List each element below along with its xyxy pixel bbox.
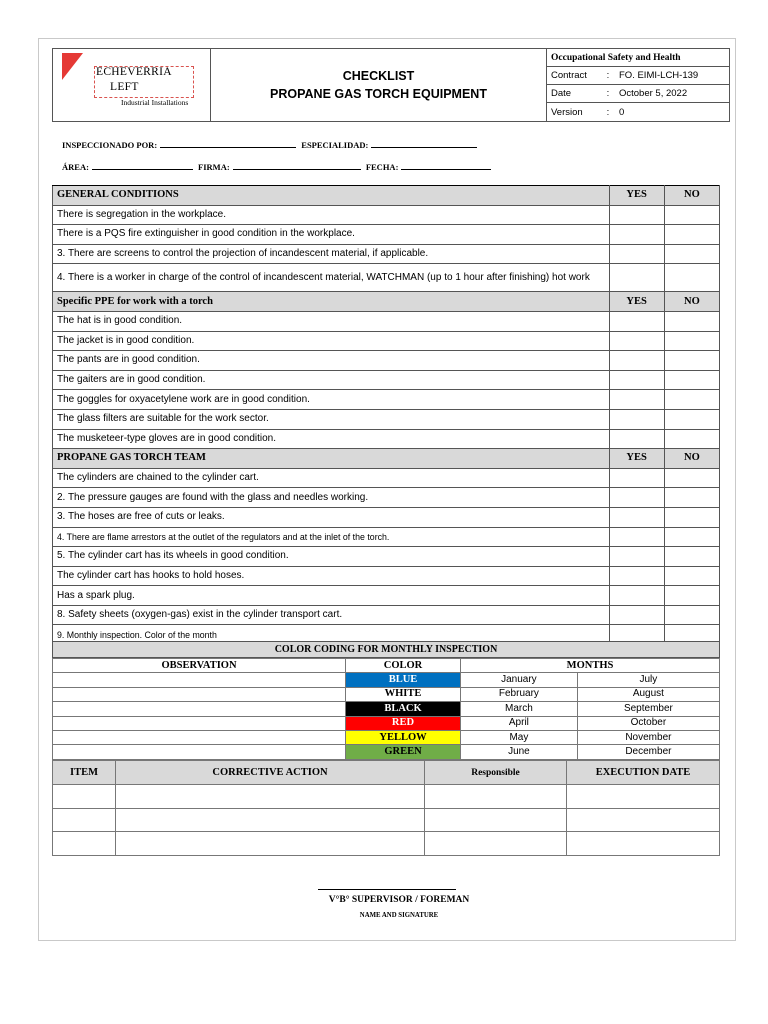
color-row [53,745,720,759]
month-cell: December [577,745,719,759]
checklist-row [53,527,720,547]
info-sep: : [606,70,610,81]
yes-cell[interactable] [609,429,664,449]
logo-triangle-icon [62,53,83,80]
info-row-version [547,103,729,121]
color-coding-title: COLOR CODING FOR MONTHLY INSPECTION [52,641,720,658]
corrective-row [53,808,720,832]
no-cell[interactable] [664,429,719,449]
checklist-item: 4. There are flame arrestors at the outlet of the regulators and at the inlet of the torch. [53,527,610,547]
month-cell: April [461,716,578,730]
corrective-row [53,785,720,809]
checklist-item: There is a PQS fire extinguisher in good condition in the workplace. [53,225,610,245]
checklist-row [53,390,720,410]
month-cell: October [577,716,719,730]
month-cell: March [461,702,578,716]
checklist-row [53,225,720,245]
title-line1: CHECKLIST [342,69,415,83]
no-cell[interactable] [664,468,719,488]
area-label: ÁREA: [62,162,89,172]
action-cell[interactable] [116,785,425,809]
checklist-item: Has a spark plug. [53,586,610,606]
month-cell: February [461,687,578,701]
color-swatch: BLACK [346,702,461,716]
no-cell[interactable] [664,244,719,264]
info-heading: Occupational Safety and Health [551,52,681,63]
info-heading-row [547,49,729,67]
yes-cell[interactable] [609,507,664,527]
checklist-item: The cylinder cart has hooks to hold hoses. [53,566,610,586]
checklist-item: 2. The pressure gauges are found with the glass and needles working. [53,488,610,508]
color-row [53,730,720,744]
no-cell[interactable] [664,331,719,351]
checklist-row [53,605,720,625]
checklist-item: The jacket is in good condition. [53,331,610,351]
no-cell[interactable] [664,225,719,245]
no-cell[interactable] [664,351,719,371]
checklist-row [53,351,720,371]
logo-line1: ECHEVERRIA [96,66,172,78]
section-header [53,186,720,206]
checklist-item: The glass filters are suitable for the work sector. [53,409,610,429]
color-swatch: GREEN [346,745,461,759]
color-coding-table [52,658,720,760]
checklist-item: The pants are in good condition. [53,351,610,371]
yes-cell[interactable] [609,488,664,508]
checklist-row [53,244,720,264]
observation-cell[interactable] [53,673,346,687]
no-cell[interactable] [664,264,719,292]
company-logo [53,49,211,121]
no-cell[interactable] [664,370,719,390]
responsible-cell[interactable] [425,832,567,856]
action-cell[interactable] [116,808,425,832]
title-line2: PROPANE GAS TORCH EQUIPMENT [270,87,487,101]
month-cell: January [461,673,578,687]
checklist-item: There is segregation in the workplace. [53,205,610,225]
section-title: GENERAL CONDITIONS [53,186,610,206]
checklist-row [53,370,720,390]
yes-cell[interactable] [609,331,664,351]
checklist-item: 9. Monthly inspection. Color of the month [53,625,610,645]
checklist-row [53,586,720,606]
action-header: CORRECTIVE ACTION [116,761,425,785]
date-cell[interactable] [567,785,720,809]
color-swatch: RED [346,716,461,730]
responsible-cell[interactable] [425,808,567,832]
yes-cell[interactable] [609,586,664,606]
checklist-item: 3. There are screens to control the projection of incandescent material, if applicable. [53,244,610,264]
checklist-row [53,488,720,508]
yes-cell[interactable] [609,370,664,390]
form-line-1 [62,139,480,150]
months-header: MONTHS [461,659,720,673]
color-swatch: BLUE [346,673,461,687]
color-header: COLOR [346,659,461,673]
observation-header: OBSERVATION [53,659,346,673]
yes-cell[interactable] [609,351,664,371]
item-cell[interactable] [53,832,116,856]
item-header: ITEM [53,761,116,785]
info-value: FO. EIMI-LCH-139 [619,70,699,81]
observation-cell[interactable] [53,730,346,744]
responsible-cell[interactable] [425,785,567,809]
yes-cell[interactable] [609,264,664,292]
month-cell: August [577,687,719,701]
date-cell[interactable] [567,808,720,832]
yes-cell[interactable] [609,311,664,331]
checklist-row [53,468,720,488]
yes-cell[interactable] [609,605,664,625]
form-line-2 [62,161,494,172]
info-key: Date [551,88,572,99]
checklist-item: 5. The cylinder cart has its wheels in good condition. [53,547,610,567]
info-row-contract [547,67,729,85]
checklist-item: The gaiters are in good condition. [53,370,610,390]
yes-cell[interactable] [609,468,664,488]
checklist-item: 3. The hoses are free of cuts or leaks. [53,507,610,527]
yes-header: YES [609,186,664,206]
document-title [211,49,547,121]
date-cell[interactable] [567,832,720,856]
checklist-row [53,264,720,292]
inspected-by-label: INSPECCIONADO POR: [62,140,158,150]
checklist-item: The musketeer-type gloves are in good condition. [53,429,610,449]
checklist-item: The hat is in good condition. [53,311,610,331]
specialty-field[interactable] [371,139,477,148]
yes-cell[interactable] [609,527,664,547]
specialty-label: ESPECIALIDAD: [301,140,369,150]
yes-cell[interactable] [609,225,664,245]
yes-cell[interactable] [609,205,664,225]
no-header: NO [664,186,719,206]
corrective-header [53,761,720,785]
yes-header: YES [609,292,664,312]
document-info [547,49,729,121]
yes-cell[interactable] [609,244,664,264]
section-header [53,449,720,469]
logo-subtitle: Industrial Installations [121,98,189,107]
observation-cell[interactable] [53,716,346,730]
checklist-row [53,547,720,567]
date-label: FECHA: [365,162,399,172]
month-cell: July [577,673,719,687]
info-sep: : [606,106,610,118]
color-swatch: WHITE [346,687,461,701]
logo-line2: LEFT [110,81,139,93]
info-key: Version [551,106,583,118]
color-row [53,687,720,701]
signature-label: FIRMA: [198,162,230,172]
section-title: Specific PPE for work with a torch [53,292,610,312]
info-value: October 5, 2022 [619,88,688,99]
responsible-header: Responsible [425,761,567,785]
no-header: NO [664,292,719,312]
yes-cell[interactable] [609,547,664,567]
no-cell[interactable] [664,527,719,547]
checklist-row [53,507,720,527]
checklist-item: The cylinders are chained to the cylinder cart. [53,468,610,488]
no-cell[interactable] [664,205,719,225]
no-cell[interactable] [664,507,719,527]
section-title: PROPANE GAS TORCH TEAM [53,449,610,469]
corrective-row [53,832,720,856]
color-row [53,716,720,730]
observation-cell[interactable] [53,702,346,716]
no-cell[interactable] [664,586,719,606]
yes-cell[interactable] [609,409,664,429]
no-cell[interactable] [664,488,719,508]
checklist-row [53,566,720,586]
execution-date-header: EXECUTION DATE [567,761,720,785]
no-cell[interactable] [664,390,719,410]
name-signature-label: NAME AND SIGNATURE [359,912,439,919]
signature-line[interactable] [318,889,456,890]
checklist-table [52,185,720,645]
observation-cell[interactable] [53,687,346,701]
date-field[interactable] [401,161,491,170]
section-header [53,292,720,312]
yes-cell[interactable] [609,566,664,586]
color-row [53,702,720,716]
document-header [52,48,730,122]
area-field[interactable] [92,161,193,170]
no-cell[interactable] [664,566,719,586]
supervisor-label: V°B° SUPERVISOR / FOREMAN [328,895,470,905]
color-row [53,673,720,687]
checklist-item: The goggles for oxyacetylene work are in good condition. [53,390,610,410]
no-cell[interactable] [664,311,719,331]
checklist-row [53,331,720,351]
color-swatch: YELLOW [346,730,461,744]
info-key: Contract [551,70,587,81]
checklist-row [53,409,720,429]
signature-field[interactable] [233,161,361,170]
month-cell: June [461,745,578,759]
checklist-row [53,205,720,225]
item-cell[interactable] [53,808,116,832]
observation-cell[interactable] [53,745,346,759]
checklist-row [53,429,720,449]
checklist-item: 8. Safety sheets (oxygen-gas) exist in the cylinder transport cart. [53,605,610,625]
info-sep: : [606,88,610,99]
action-cell[interactable] [116,832,425,856]
no-cell[interactable] [664,605,719,625]
no-cell[interactable] [664,547,719,567]
info-value: 0 [619,106,625,118]
info-row-date [547,85,729,103]
inspected-by-field[interactable] [160,139,296,148]
checklist-item: 4. There is a worker in charge of the control of incandescent material, WATCHMAN (up to 1 hour after finishing) hot work [53,264,610,292]
no-header: NO [664,449,719,469]
yes-header: YES [609,449,664,469]
checklist-row [53,311,720,331]
yes-cell[interactable] [609,390,664,410]
month-cell: November [577,730,719,744]
month-cell: September [577,702,719,716]
item-cell[interactable] [53,785,116,809]
color-coding-header [53,659,720,673]
no-cell[interactable] [664,409,719,429]
month-cell: May [461,730,578,744]
corrective-action-table [52,760,720,856]
